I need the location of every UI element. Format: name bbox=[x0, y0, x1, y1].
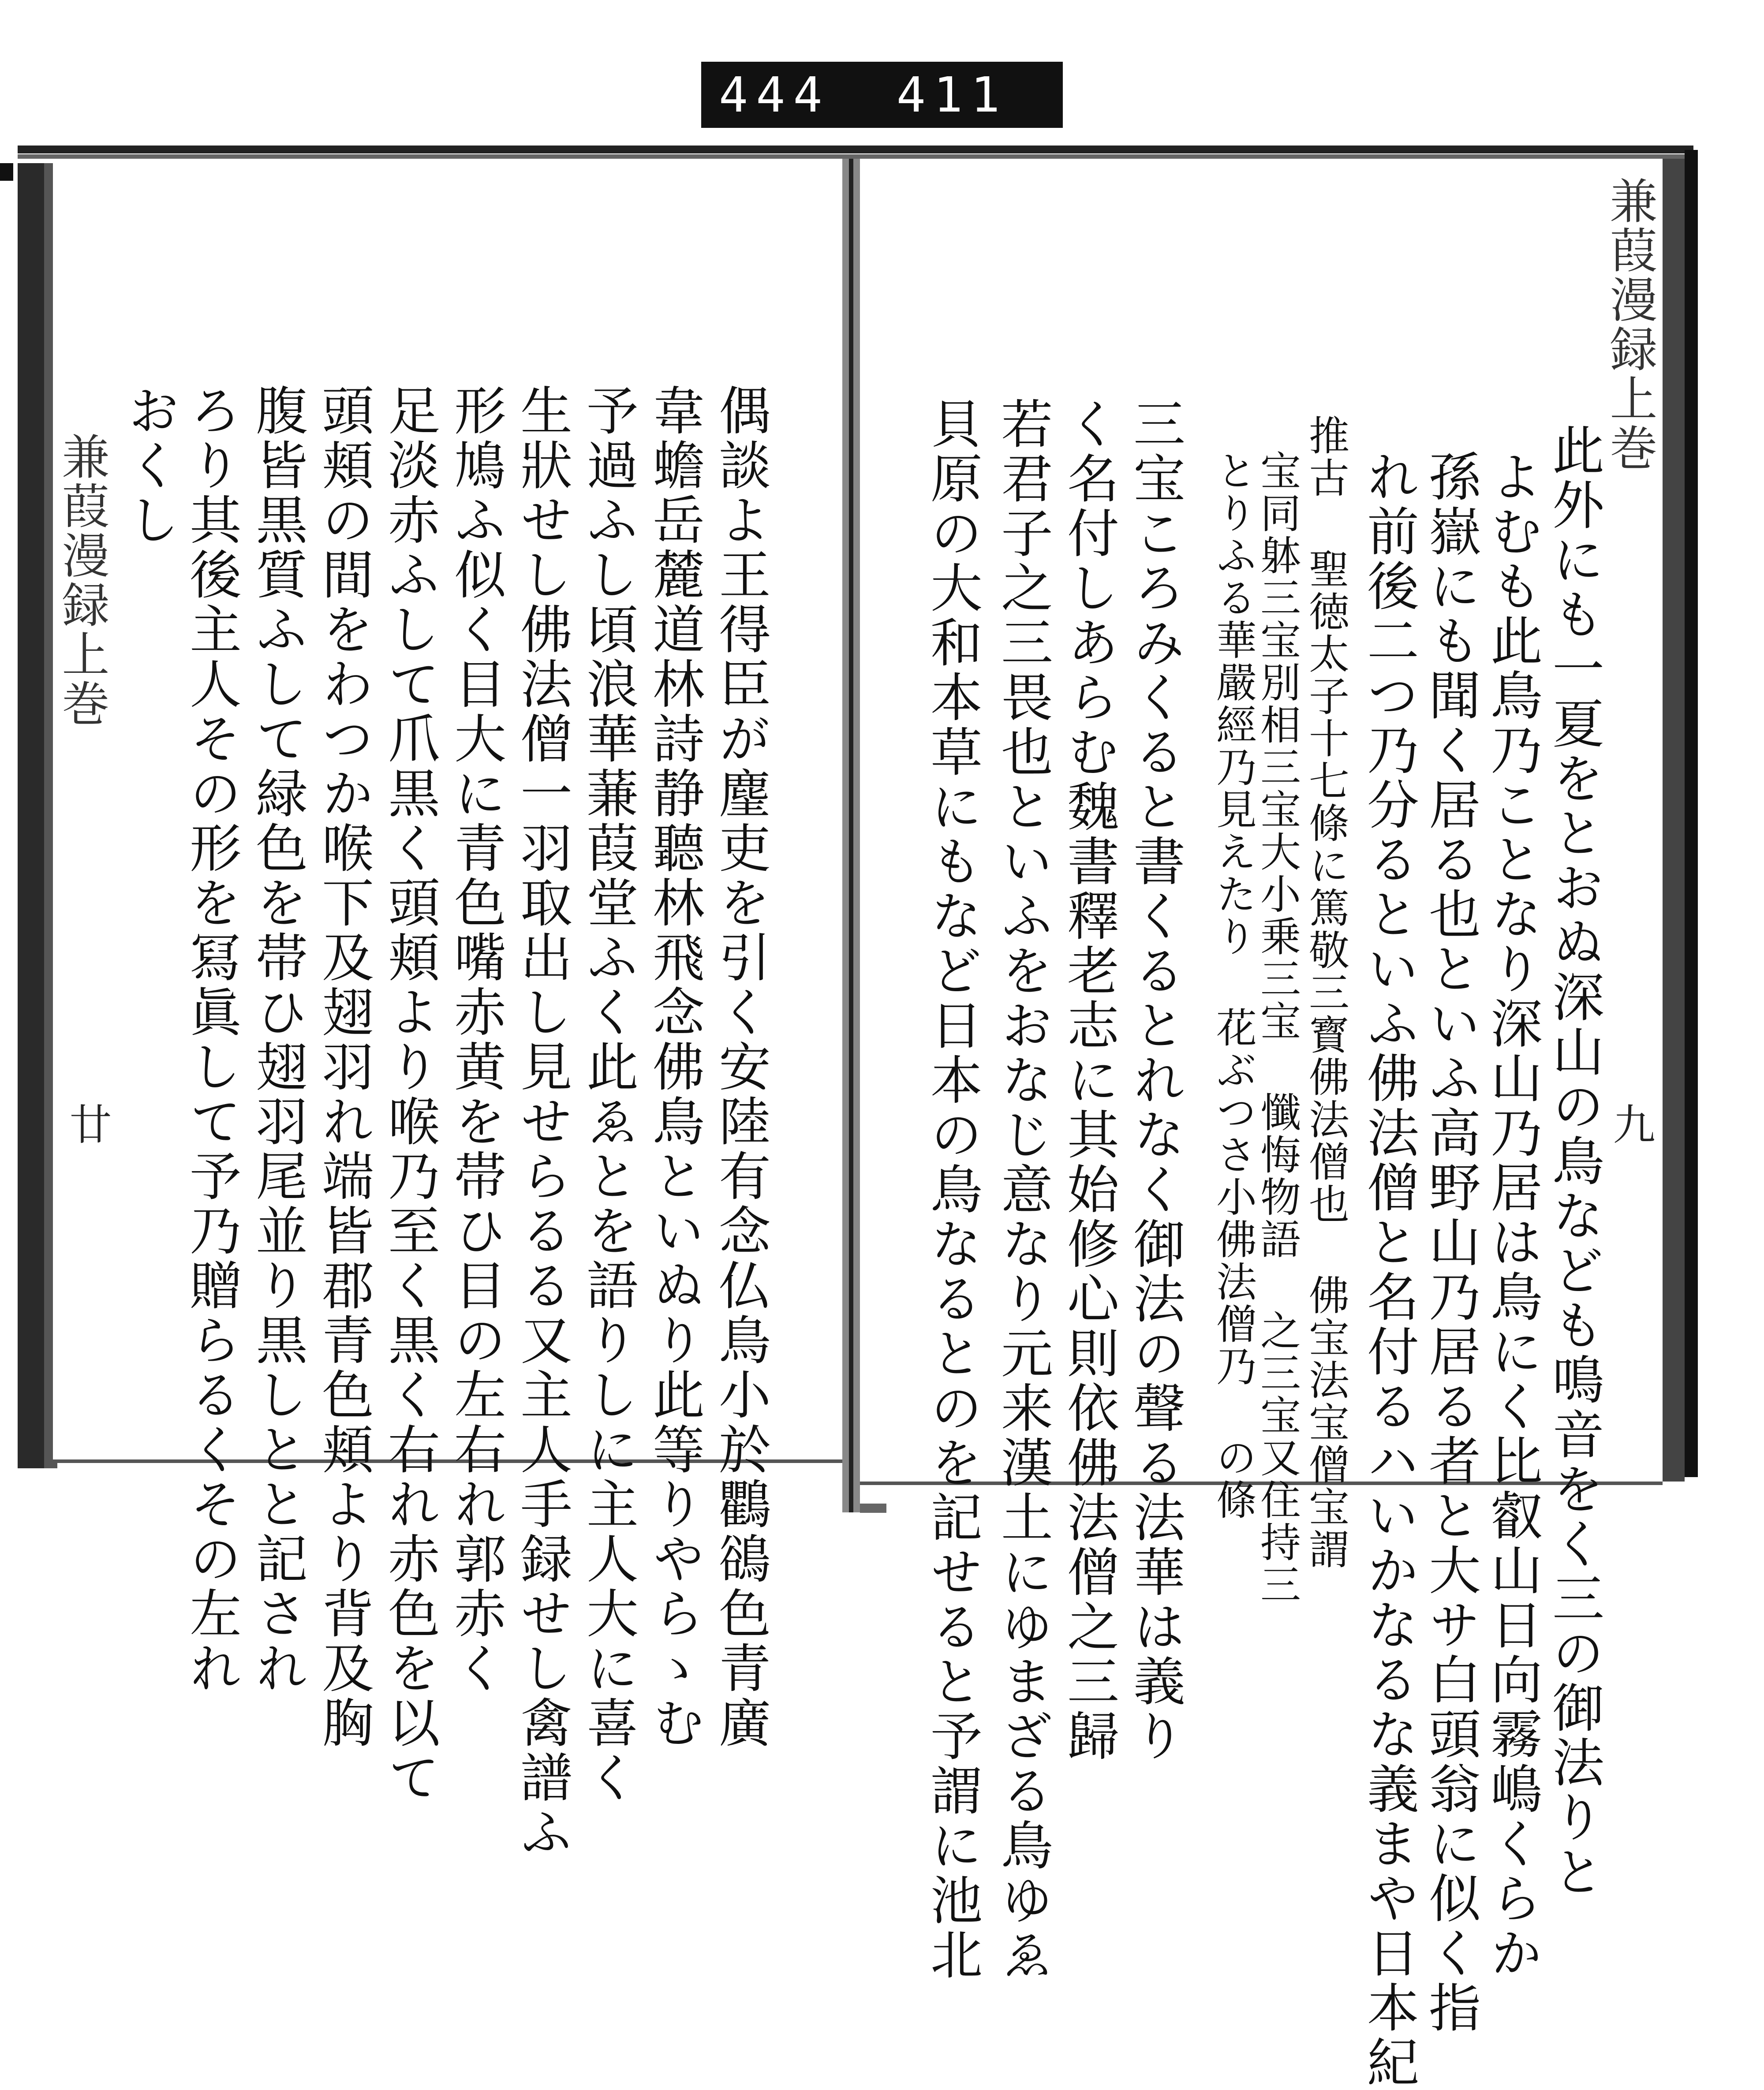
right-page-header: 兼葭漫録上巻 bbox=[1602, 176, 1657, 473]
text-column: 若君子之三畏也といふをおなじ意なり元来漢土にゆまざる鳥ゆゑ bbox=[992, 397, 1053, 1982]
text-column: 偶談よ王得臣が麈吏を引く安陸有念仏鳥小於鸜鵒色青廣 bbox=[710, 384, 771, 1750]
text-column: 腹皆黒質ふして緑色を帯ひ翅羽尾並り黒しとと記され bbox=[247, 384, 308, 1696]
right-page bbox=[860, 159, 1663, 2090]
text-column: 予過ふし頃浪華蒹葭堂ふく此ゑとを語りしに主人大に喜く bbox=[578, 384, 639, 1805]
text-column: とりふる華嚴經乃見えたり 花ぶつさ小佛法僧乃 の條 bbox=[1210, 450, 1257, 1521]
text-column: 韋蟾岳麓道林詩静聽林飛念佛鳥といぬり此等りやらゝむ bbox=[644, 384, 705, 1750]
text-column: ろり其後主人その形を冩眞して予乃贈らるくその左れ bbox=[181, 384, 242, 1696]
text-column: 推古 聖徳太子十七條に篤敬三寳佛法僧也 佛宝法宝僧宝謂 bbox=[1302, 414, 1349, 1571]
right-page-folio: 九 bbox=[1606, 1102, 1656, 1145]
plate-number-right: 411 bbox=[896, 67, 1008, 123]
text-column: おくし bbox=[119, 384, 180, 548]
text-column: 此外にも一夏をとおぬ深山の鳥なども鳴音をく三の御法りと bbox=[1544, 423, 1604, 1900]
text-column: 足淡赤ふして爪黒く頭頬より喉乃至く黒く右れ赤色を以て bbox=[379, 384, 440, 1805]
text-column: 形鳩ふ似く目大に青色嘴赤黄を帯ひ目の左右れ郭赤く bbox=[445, 384, 506, 1696]
plate-number-left: 444 bbox=[719, 67, 830, 123]
archive-number-plate bbox=[701, 62, 1063, 128]
text-column: 頭頬の間をわつか喉下及翅羽れ端皆郡青色頬より背及胸 bbox=[313, 384, 374, 1750]
text-column: く名付しあらむ魏書釋老志に其始修心則依佛法僧之三歸 bbox=[1058, 397, 1119, 1764]
left-page-header: 兼葭漫録上巻 bbox=[54, 432, 109, 728]
text-column: よむも此鳥乃ことなり深山乃居は鳥にく比叡山日向霧嶋くらか bbox=[1482, 450, 1543, 1981]
left-page bbox=[53, 159, 842, 1860]
text-column: 貝原の大和本草にもなど日本の鳥なるとのを記せると予謂に池北 bbox=[922, 397, 983, 1982]
text-column: 孫嶽にも聞く居る也といふ高野山乃居る者と大サ白頭翁に似く指 bbox=[1420, 450, 1481, 2035]
text-column: 宝同躰三宝別相三宝大小乗三宝 懺悔物語 之三宝又住持三 bbox=[1254, 450, 1301, 1606]
text-column: 生狀せし佛法僧一羽取出し見せらるる又主人手録せし禽譜ふ bbox=[512, 384, 572, 1860]
text-column: 三宝ころみくると書くるとれなく御法の聲る法華は義り bbox=[1125, 397, 1185, 1764]
left-page-folio: 廿 bbox=[63, 1102, 112, 1145]
text-column: れ前後二つ乃分るといふ佛法僧と名付るハいかなるな義まや日本紀 bbox=[1358, 450, 1419, 2090]
